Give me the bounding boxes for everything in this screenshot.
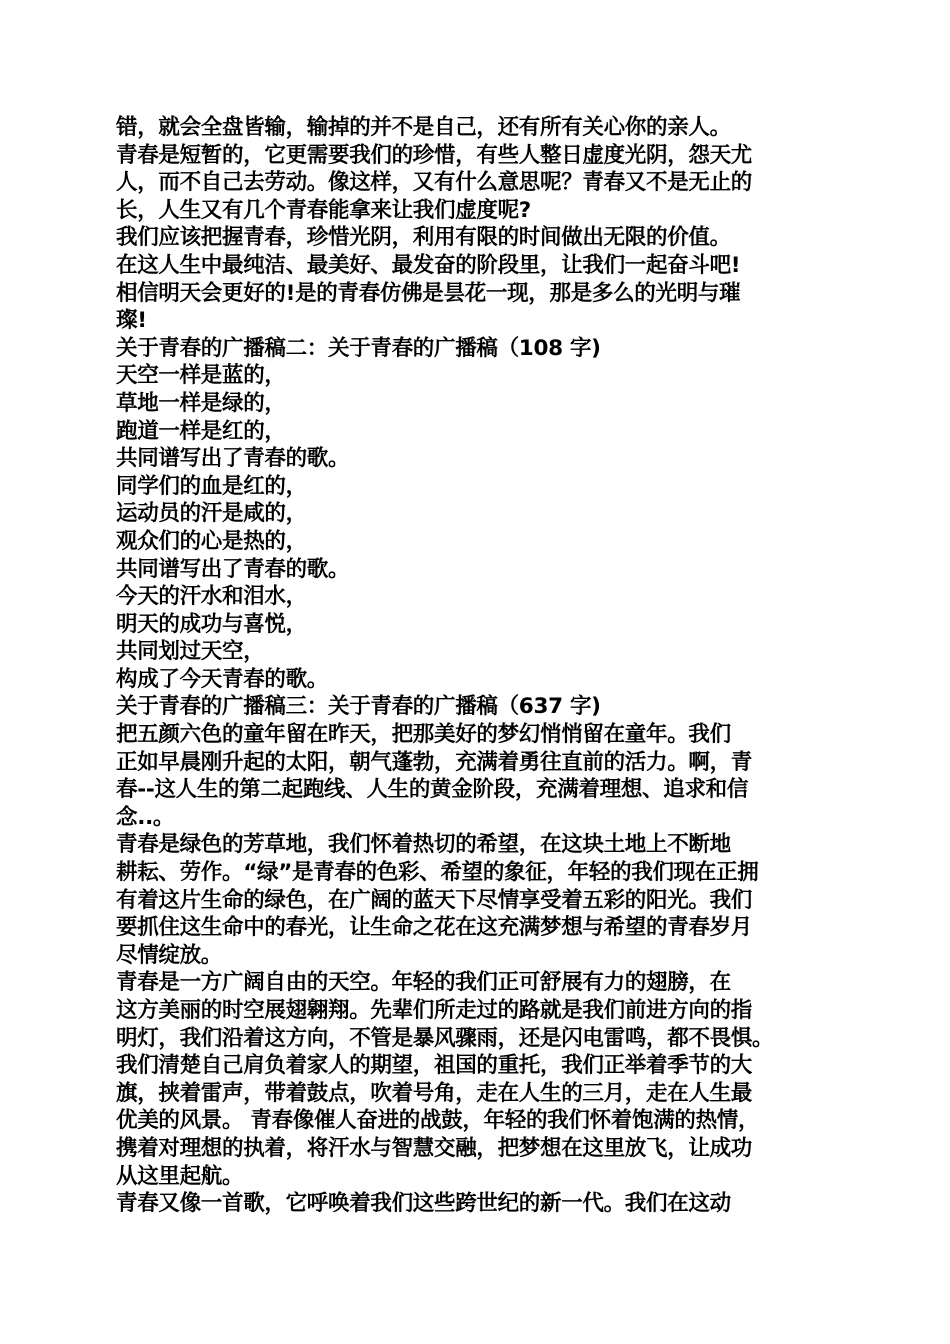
poem-line: 明天的成功与喜悦， [116,611,307,637]
text-line: 青春是绿色的芳草地，我们怀着热切的希望，在这块土地上不断地 [116,832,731,858]
poem-line: 同学们的血是红的， [116,473,307,499]
text-line: 有着这片生命的绿色，在广阔的蓝天下尽情享受着五彩的阳光。我们 [116,887,753,913]
poem-line: 共同谱写出了青春的歌。 [116,446,350,472]
text-line: 优美的风景。 青春像催人奋进的战鼓，年轻的我们怀着饱满的热情， [116,1108,760,1134]
poem-line: 草地一样是绿的， [116,390,286,416]
poem-line: 观众们的心是热的， [116,528,307,554]
poem-line: 构成了今天青春的歌。 [116,666,329,692]
text-line: 在这人生中最纯洁、最美好、最发奋的阶段里，让我们一起奋斗吧! [116,252,741,278]
text-line: 错，就会全盘皆输，输掉的并不是自己，还有所有关心你的亲人。 [116,115,731,140]
document-body-text [116,114,838,1218]
text-line: 长，人生又有几个青春能拿来让我们虚度呢? [116,197,531,223]
poem-line: 今天的汗水和泪水， [116,584,307,610]
text-line: 人，而不自己去劳动。像这样，又有什么意思呢？青春又不是无止的 [116,170,753,196]
text-line: 春--这人生的第二起跑线、人生的黄金阶段，充满着理想、追求和信 [116,777,749,803]
text-line: 青春又像一首歌，它呼唤着我们这些跨世纪的新一代。我们在这动 [116,1191,731,1217]
poem-line: 共同谱写出了青春的歌。 [116,556,350,582]
text-line: 要抓住这生命中的春光，让生命之花在这充满梦想与希望的青春岁月 [116,915,753,941]
text-line: 携着对理想的执着，将汗水与智慧交融，把梦想在这里放飞，让成功 [116,1135,753,1161]
section-heading: 关于青春的广播稿二：关于青春的广播稿（108 字) [116,335,601,361]
text-line: 青春是短暂的，它更需要我们的珍惜，有些人整日虚度光阴，怨天尤 [116,142,753,168]
poem-line: 跑道一样是红的， [116,418,286,444]
text-line: 念..。 [116,804,175,830]
text-line: 我们清楚自己肩负着家人的期望，祖国的重托，我们正举着季节的大 [116,1053,753,1079]
text-line: 璨! [116,308,147,334]
text-line: 旗，挟着雷声，带着鼓点，吹着号角，走在人生的三月，走在人生最 [116,1080,753,1106]
text-line: 相信明天会更好的!是的青春仿佛是昙花一现，那是多么的光明与璀 [116,280,741,306]
text-line: 尽情绽放。 [116,942,223,968]
text-line: 从这里起航。 [116,1163,244,1189]
text-line: 这方美丽的时空展翅翱翔。先辈们所走过的路就是我们前进方向的指 [116,998,753,1023]
poem-line: 天空一样是蓝的， [116,363,286,389]
text-line: 青春是一方广阔自由的天空。年轻的我们正可舒展有力的翅膀，在 [116,970,731,996]
text-line: 耕耘、劳作。“绿”是青春的色彩、希望的象征，年轻的我们现在正拥 [116,860,759,886]
section-heading: 关于青春的广播稿三：关于青春的广播稿（637 字) [116,694,601,720]
text-line: 我们应该把握青春，珍惜光阴，利用有限的时间做出无限的价值。 [116,225,731,251]
poem-line: 运动员的汗是咸的， [116,501,307,527]
poem-line: 共同划过天空， [116,639,265,665]
text-line: 正如早晨刚升起的太阳，朝气蓬勃，充满着勇往直前的活力。啊，青 [116,749,753,775]
text-line: 把五颜六色的童年留在昨天，把那美好的梦幻悄悄留在童年。我们 [116,722,731,748]
text-line: 明灯，我们沿着这方向，不管是暴风骤雨，还是闪电雷鸣，都不畏惧。 [116,1025,774,1051]
